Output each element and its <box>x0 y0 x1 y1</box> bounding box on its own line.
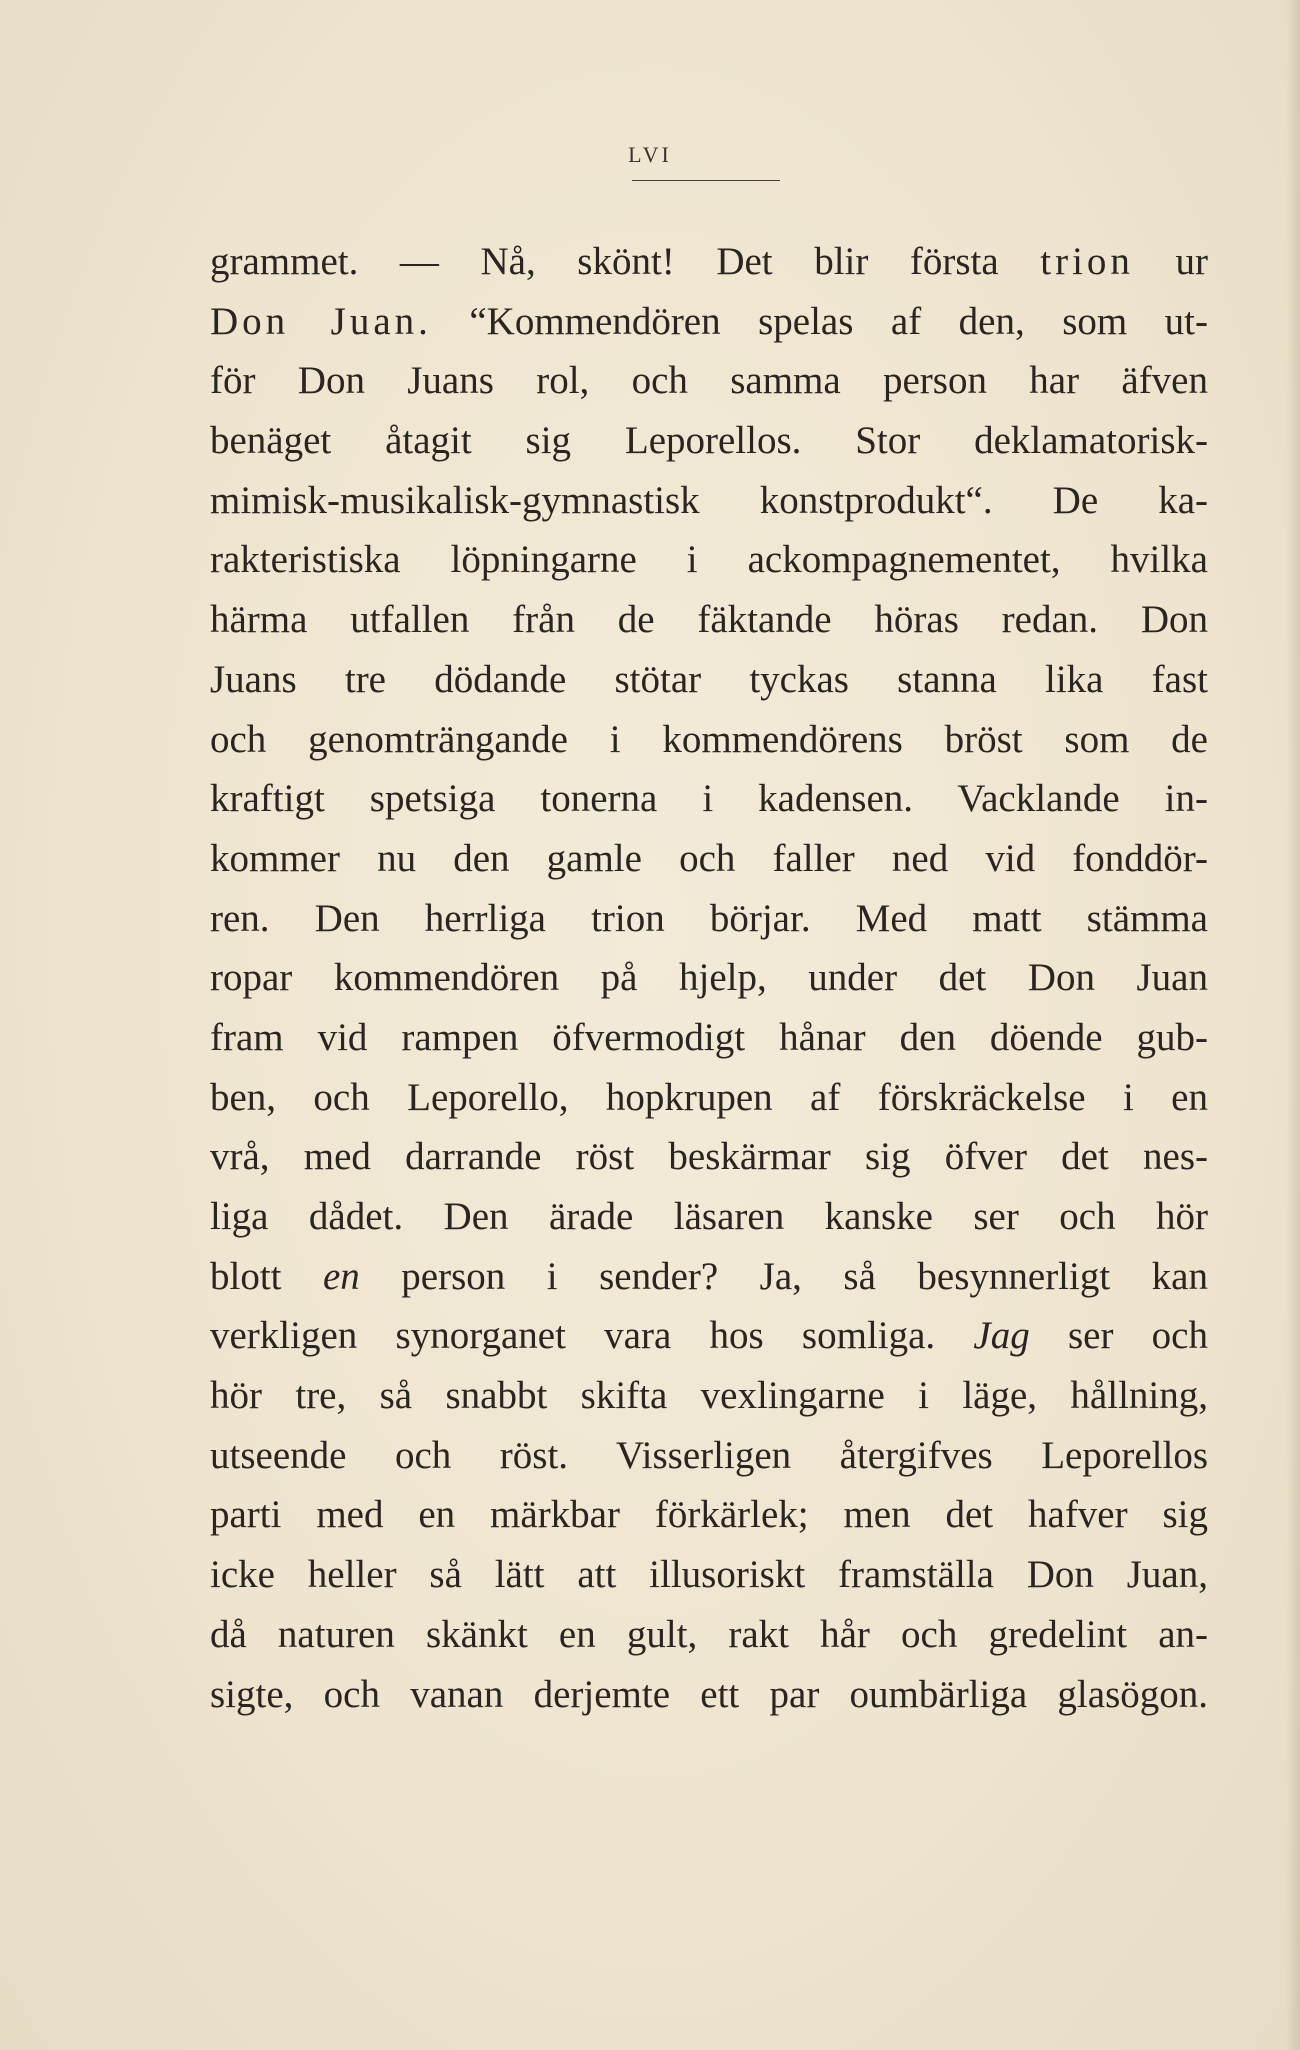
text-segment: benäget åtagit sig Leporellos. Stor deklamatorisk- <box>210 419 1208 463</box>
text-segment: kraftigt spetsiga tonerna i kadensen. Vacklande in- <box>210 777 1208 821</box>
text-segment: mimisk-musikalisk-gymnastisk konstprodukt“. De ka- <box>210 478 1208 522</box>
text-segment: ren. Den herrliga trion börjar. Med matt stämma <box>210 896 1208 940</box>
text-line <box>210 1008 1208 1068</box>
text-line <box>210 471 1208 531</box>
text-segment: och genomträngande i kommendörens bröst som de <box>210 717 1208 761</box>
text-segment: utseende och röst. Visserligen återgifves Leporellos <box>210 1433 1208 1477</box>
text-segment: då naturen skänkt en gult, rakt hår och gredelint an- <box>210 1612 1208 1656</box>
text-line <box>210 351 1208 411</box>
text-segment: grammet. — Nå, skönt! Det blir första <box>210 240 1041 283</box>
text-segment: ser och <box>1029 1314 1208 1358</box>
text-line <box>210 650 1208 710</box>
text-segment: hör tre, så snabbt skifta vexlingarne i läge, hållning, <box>210 1374 1208 1418</box>
text-line <box>210 1247 1208 1307</box>
italic-text: en <box>323 1254 360 1298</box>
text-line <box>210 889 1208 949</box>
text-segment: person i sender? Ja, så besynnerligt kan <box>359 1254 1208 1298</box>
text-segment: rakteristiska löpningarne i ackompagnementet, hvilka <box>210 538 1208 582</box>
text-line <box>210 769 1208 829</box>
text-segment: trion <box>1040 240 1134 283</box>
italic-text: Jag <box>973 1314 1030 1358</box>
text-line <box>210 590 1208 650</box>
text-segment: blott <box>210 1254 323 1298</box>
text-line <box>210 829 1208 889</box>
text-line <box>210 530 1208 590</box>
page-edge-shadow <box>1286 0 1300 2050</box>
text-segment: sigte, och vanan derjemte ett par oumbärliga glasögon. <box>210 1672 1208 1716</box>
text-line <box>210 948 1208 1008</box>
text-line <box>210 1665 1208 1725</box>
text-line <box>210 1306 1208 1366</box>
text-segment: för Don Juans rol, och samma person har äfven <box>210 359 1208 403</box>
header-rule <box>632 180 780 181</box>
text-line <box>210 411 1208 471</box>
running-head <box>0 142 1300 168</box>
text-segment: verkligen synorganet vara hos somliga. <box>210 1314 974 1358</box>
body-text <box>210 232 1208 1724</box>
text-line <box>210 1605 1208 1665</box>
text-segment: kommer nu den gamle och faller ned vid fonddör- <box>210 836 1208 880</box>
text-segment: “Kommendören spelas af den, som ut- <box>431 299 1208 343</box>
text-line <box>210 1187 1208 1247</box>
text-segment: fram vid rampen öfvermodigt hånar den döende gub- <box>210 1015 1208 1059</box>
text-segment: ben, och Leporello, hopkrupen af förskräckelse i en <box>210 1075 1208 1119</box>
text-segment: ur <box>1133 240 1208 283</box>
text-line <box>210 1545 1208 1605</box>
text-segment: liga dådet. Den ärade läsaren kanske ser och hör <box>210 1195 1208 1238</box>
text-segment: vrå, med darrande röst beskärmar sig öfver det nes- <box>210 1135 1208 1179</box>
text-segment: ropar kommendören på hjelp, under det Don Juan <box>210 956 1208 1000</box>
text-segment: Don Juan. <box>210 299 432 343</box>
text-line <box>210 1485 1208 1545</box>
text-segment: Juans tre dödande stötar tyckas stanna lika fast <box>210 657 1208 701</box>
text-segment: icke heller så lätt att illusoriskt framställa Don Juan, <box>210 1553 1208 1597</box>
text-line <box>210 292 1208 352</box>
text-line <box>210 232 1208 292</box>
text-segment: parti med en märkbar förkärlek; men det hafver sig <box>210 1493 1208 1537</box>
text-line <box>210 1426 1208 1486</box>
text-line <box>210 1127 1208 1187</box>
page-number: LVI <box>628 142 672 167</box>
text-segment: härma utfallen från de fäktande höras redan. Don <box>210 598 1208 642</box>
text-line <box>210 1366 1208 1426</box>
text-line <box>210 1068 1208 1128</box>
text-line <box>210 710 1208 770</box>
